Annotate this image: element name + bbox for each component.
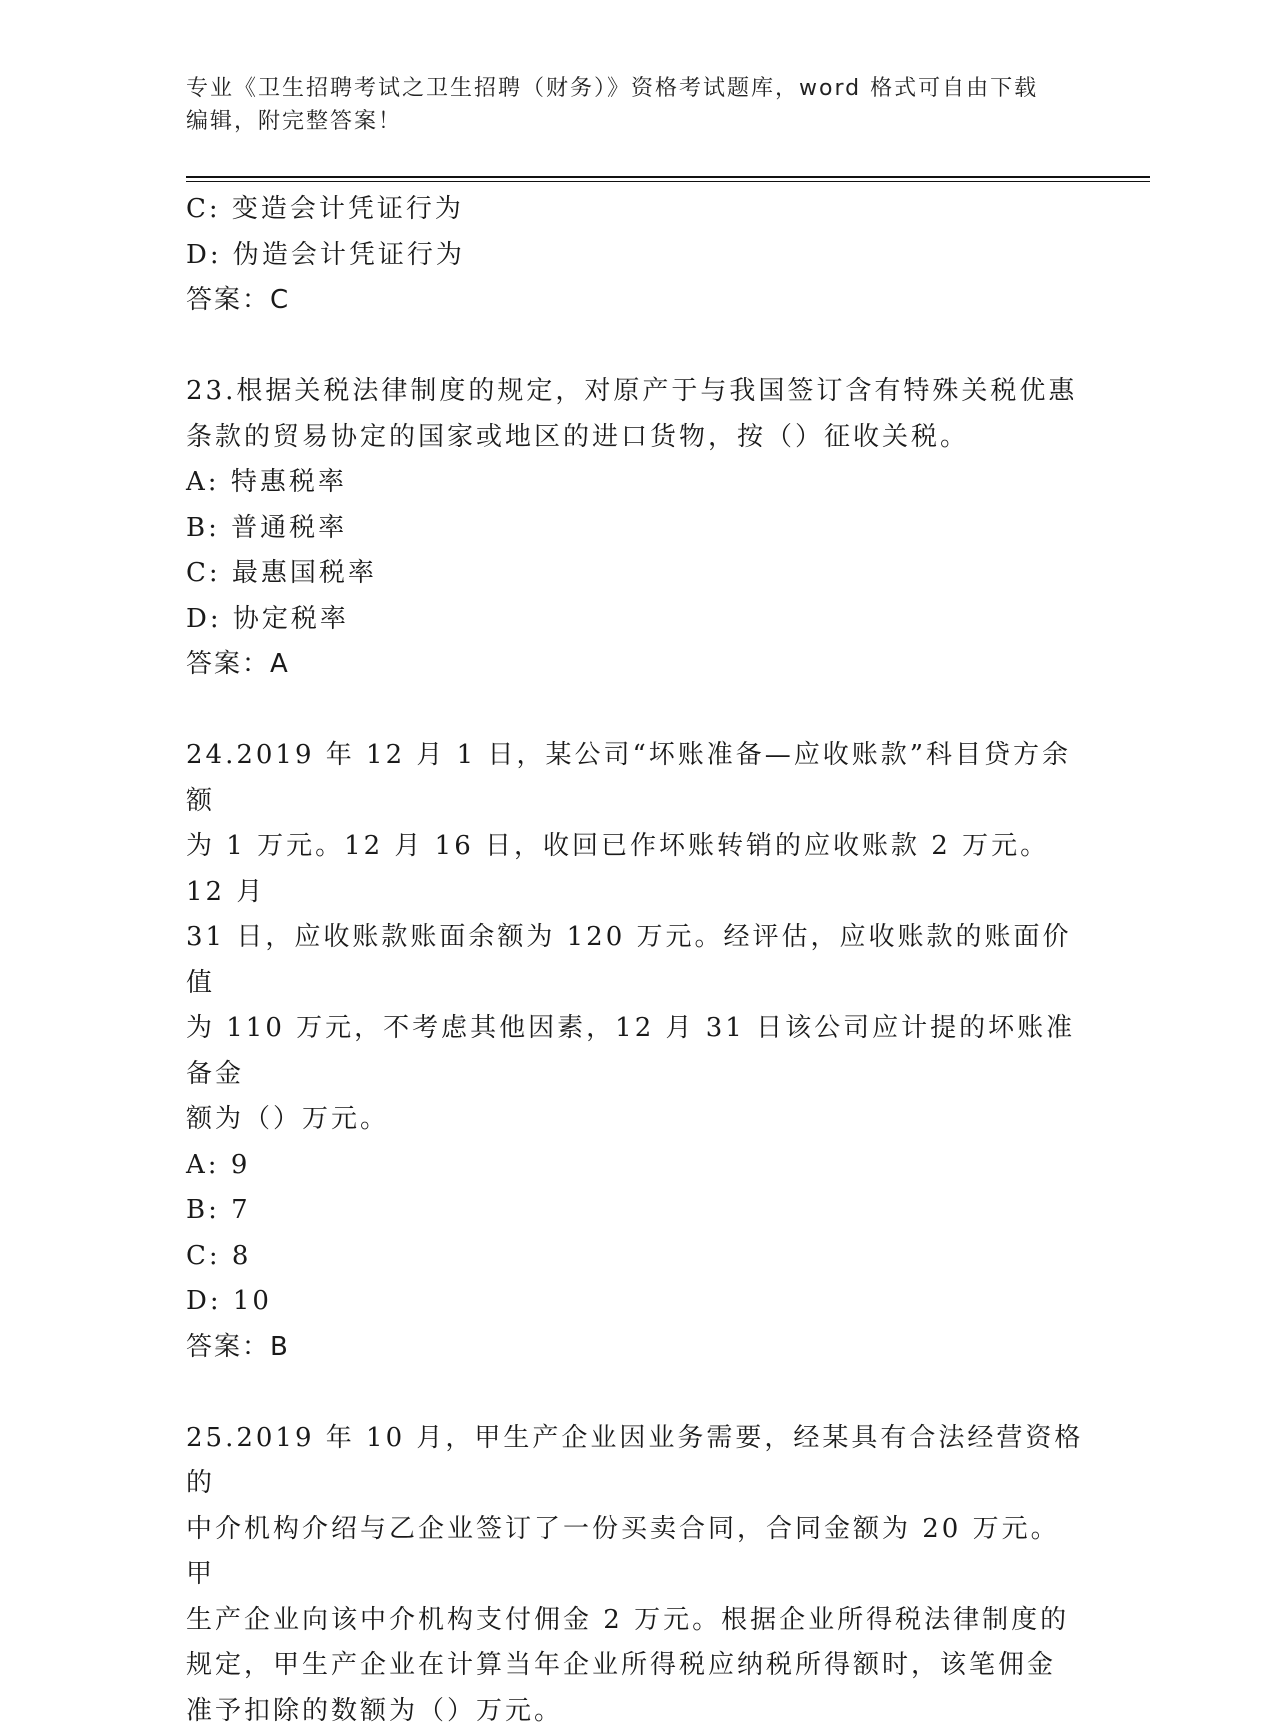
option-label: D:: [186, 1286, 222, 1316]
question-text-line: 为 1 万元。12 月 16 日，收回已作坏账转销的应收账款 2 万元。12 月: [186, 824, 1086, 915]
option-label: D:: [186, 240, 222, 270]
option-a: [186, 460, 1086, 506]
header-divider-thin: [186, 181, 1150, 182]
option-text: 协定税率: [233, 604, 349, 634]
option-d: [186, 1279, 1086, 1325]
question-text-line: 准予扣除的数额为（）万元。: [186, 1689, 1086, 1734]
option-label: C:: [186, 194, 221, 224]
question-22-tail: [186, 187, 1086, 324]
option-label: A:: [186, 1150, 220, 1180]
spacer: [186, 324, 1086, 370]
question-text-line: 条款的贸易协定的国家或地区的进口货物，按（）征收关税。: [186, 415, 1086, 461]
option-text: 变造会计凭证行为: [232, 194, 464, 224]
header-line-2: 编辑，附完整答案！: [186, 105, 1066, 138]
document-body: [186, 187, 1086, 1734]
option-c: [186, 551, 1086, 597]
option-b: [186, 1188, 1086, 1234]
option-label: C:: [186, 558, 221, 588]
question-23: [186, 369, 1086, 688]
answer-line: 答案：B: [186, 1325, 1086, 1371]
option-d: [186, 233, 1086, 279]
question-text-line: 规定，甲生产企业在计算当年企业所得税应纳税所得额时，该笔佣金: [186, 1643, 1086, 1689]
option-label: A:: [186, 467, 220, 497]
answer-line: 答案：A: [186, 642, 1086, 688]
question-text-line: 中介机构介绍与乙企业签订了一份买卖合同，合同金额为 20 万元。甲: [186, 1507, 1086, 1598]
spacer: [186, 688, 1086, 734]
option-text: 最惠国税率: [232, 558, 377, 588]
option-text: 普通税率: [231, 513, 347, 543]
option-b: [186, 506, 1086, 552]
option-c: [186, 187, 1086, 233]
option-label: B:: [186, 513, 220, 543]
option-text: 特惠税率: [231, 467, 347, 497]
option-text: 10: [233, 1286, 272, 1316]
question-text-line: 23.根据关税法律制度的规定，对原产于与我国签订含有特殊关税优惠: [186, 369, 1086, 415]
option-text: 7: [231, 1195, 251, 1225]
answer-line: 答案：C: [186, 278, 1086, 324]
option-label: C:: [186, 1241, 221, 1271]
option-text: 9: [231, 1150, 251, 1180]
option-text: 8: [232, 1241, 252, 1271]
option-label: B:: [186, 1195, 220, 1225]
question-text-line: 31 日，应收账款账面余额为 120 万元。经评估，应收账款的账面价值: [186, 915, 1086, 1006]
option-a: [186, 1143, 1086, 1189]
page-header: [186, 72, 1066, 138]
option-d: [186, 597, 1086, 643]
question-25: [186, 1416, 1086, 1734]
question-text-line: 生产企业向该中介机构支付佣金 2 万元。根据企业所得税法律制度的: [186, 1598, 1086, 1644]
header-line-1: 专业《卫生招聘考试之卫生招聘（财务）》资格考试题库，word 格式可自由下载: [186, 72, 1066, 105]
option-text: 伪造会计凭证行为: [233, 240, 465, 270]
question-text-line: 24.2019 年 12 月 1 日，某公司“坏账准备—应收账款”科目贷方余额: [186, 733, 1086, 824]
question-text-line: 为 110 万元，不考虑其他因素，12 月 31 日该公司应计提的坏账准备金: [186, 1006, 1086, 1097]
header-divider: [186, 176, 1150, 178]
question-text-line: 额为（）万元。: [186, 1097, 1086, 1143]
spacer: [186, 1370, 1086, 1416]
option-label: D:: [186, 604, 222, 634]
question-24: [186, 733, 1086, 1370]
question-text-line: 25.2019 年 10 月，甲生产企业因业务需要，经某具有合法经营资格的: [186, 1416, 1086, 1507]
option-c: [186, 1234, 1086, 1280]
